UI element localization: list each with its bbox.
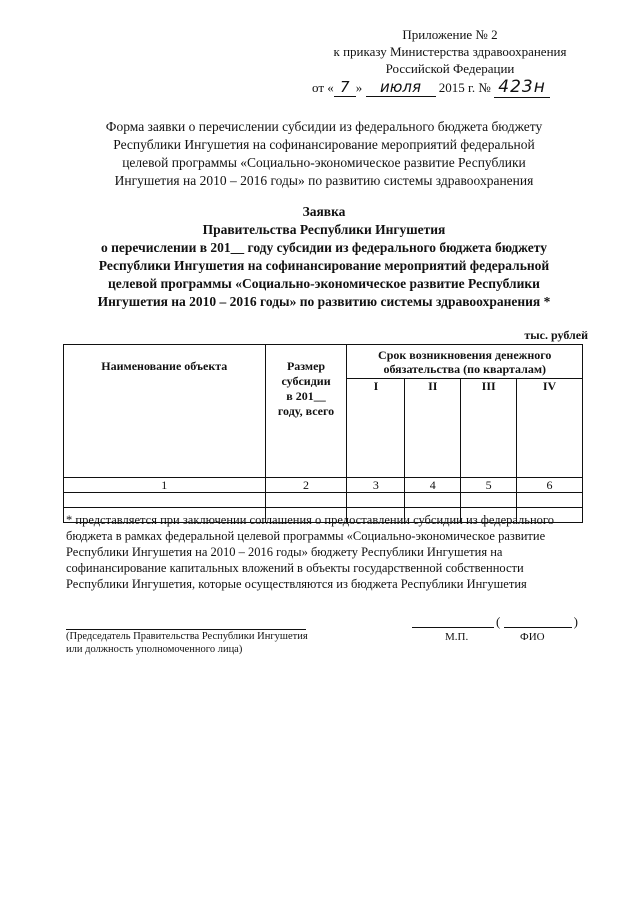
fio-field[interactable] [496,614,580,628]
table-cell[interactable] [347,493,405,508]
appendix-title: Приложение № 2 [402,27,498,42]
heading-line: Заявка [302,204,346,219]
header-quarter-2: II [405,379,461,478]
header-obligation-term: Срок возникновения денежного обязательства (по кварталам) [347,345,583,379]
column-number: 3 [347,478,405,493]
header-subsidy-size: Размер субсидии в 201__ году, всего [265,345,347,478]
column-number: 5 [461,478,517,493]
footnote-line: бюджета в рамках федеральной целевой программы «Социально-экономическое развитие [66,529,546,543]
table-cell[interactable] [517,493,583,508]
handwritten-day: 7 [334,78,356,97]
table-cell[interactable] [265,493,347,508]
column-number-row [64,478,583,493]
form-title-line: Республики Ингушетия на софинансирование мероприятий федеральной [113,137,535,152]
heading-line: целевой программы «Социально-экономическое развитие Республики [108,276,540,291]
order-date-line [312,77,550,98]
heading-line: о перечислении в 201__ году субсидии из федерального бюджета бюджету [101,240,547,255]
table-row [64,493,583,508]
column-number: 2 [265,478,347,493]
column-number: 6 [517,478,583,493]
footnote [66,512,586,592]
footnote-line: софинансирование капитальных вложений в объекты государственной собственности [66,561,524,575]
order-year: 2015 г. № [438,80,491,95]
paren-close: ) [573,614,578,629]
stamp-signature-line[interactable] [412,627,494,628]
fio-underline [504,627,572,628]
form-title-line: целевой программы «Социально-экономическое развитие Республики [122,155,526,170]
handwritten-order-number: 423н [494,77,550,98]
footnote-line: Республики Ингушетия, которые осуществляются из бюджета Республики Ингушетия [66,577,527,591]
subsidy-table [63,344,583,523]
fio-label: ФИО [520,631,545,643]
column-number: 4 [405,478,461,493]
date-mid: » [355,80,363,95]
table-cell[interactable] [461,493,517,508]
heading-line: Ингушетия на 2010 – 2016 годы» по развитию системы здравоохранения * [97,294,551,309]
heading-line: Республики Ингушетия на софинансирование мероприятий федеральной [98,258,550,273]
column-number: 1 [64,478,266,493]
form-title-line: Форма заявки о перечислении субсидии из федерального бюджета бюджету [105,119,543,134]
handwritten-month: июля [366,78,436,97]
date-prefix: от « [312,80,334,95]
appendix-ministry: Российской Федерации [385,61,515,76]
appendix-block [300,26,600,77]
heading-line: Правительства Республики Ингушетия [202,222,446,237]
stamp-label: М.П. [445,631,469,643]
header-quarter-3: III [461,379,517,478]
paren-open: ( [496,614,501,629]
form-title-line: Ингушетия на 2010 – 2016 годы» по развитию системы здравоохранения [114,173,534,188]
appendix-order: к приказу Министерства здравоохранения [333,44,567,59]
table-cell[interactable] [64,493,266,508]
footnote-line: * представляется при заключении соглашения о предоставлении субсидии из федерального [66,513,554,527]
form-title [60,118,588,190]
signature-caption-line: или должность уполномоченного лица) [66,644,243,655]
footnote-line: Республики Ингушетия на 2010 – 2016 годы» бюджету Республики Ингушетия на [66,545,503,559]
signature-caption-line: (Председатель Правительства Республики Ингушетия [66,631,308,642]
header-quarter-4: IV [517,379,583,478]
application-heading [60,203,588,311]
header-object-name: Наименование объекта [64,345,266,478]
header-quarter-1: I [347,379,405,478]
signature-caption [66,630,366,656]
units-label: тыс. рублей [524,328,588,342]
table-cell[interactable] [405,493,461,508]
